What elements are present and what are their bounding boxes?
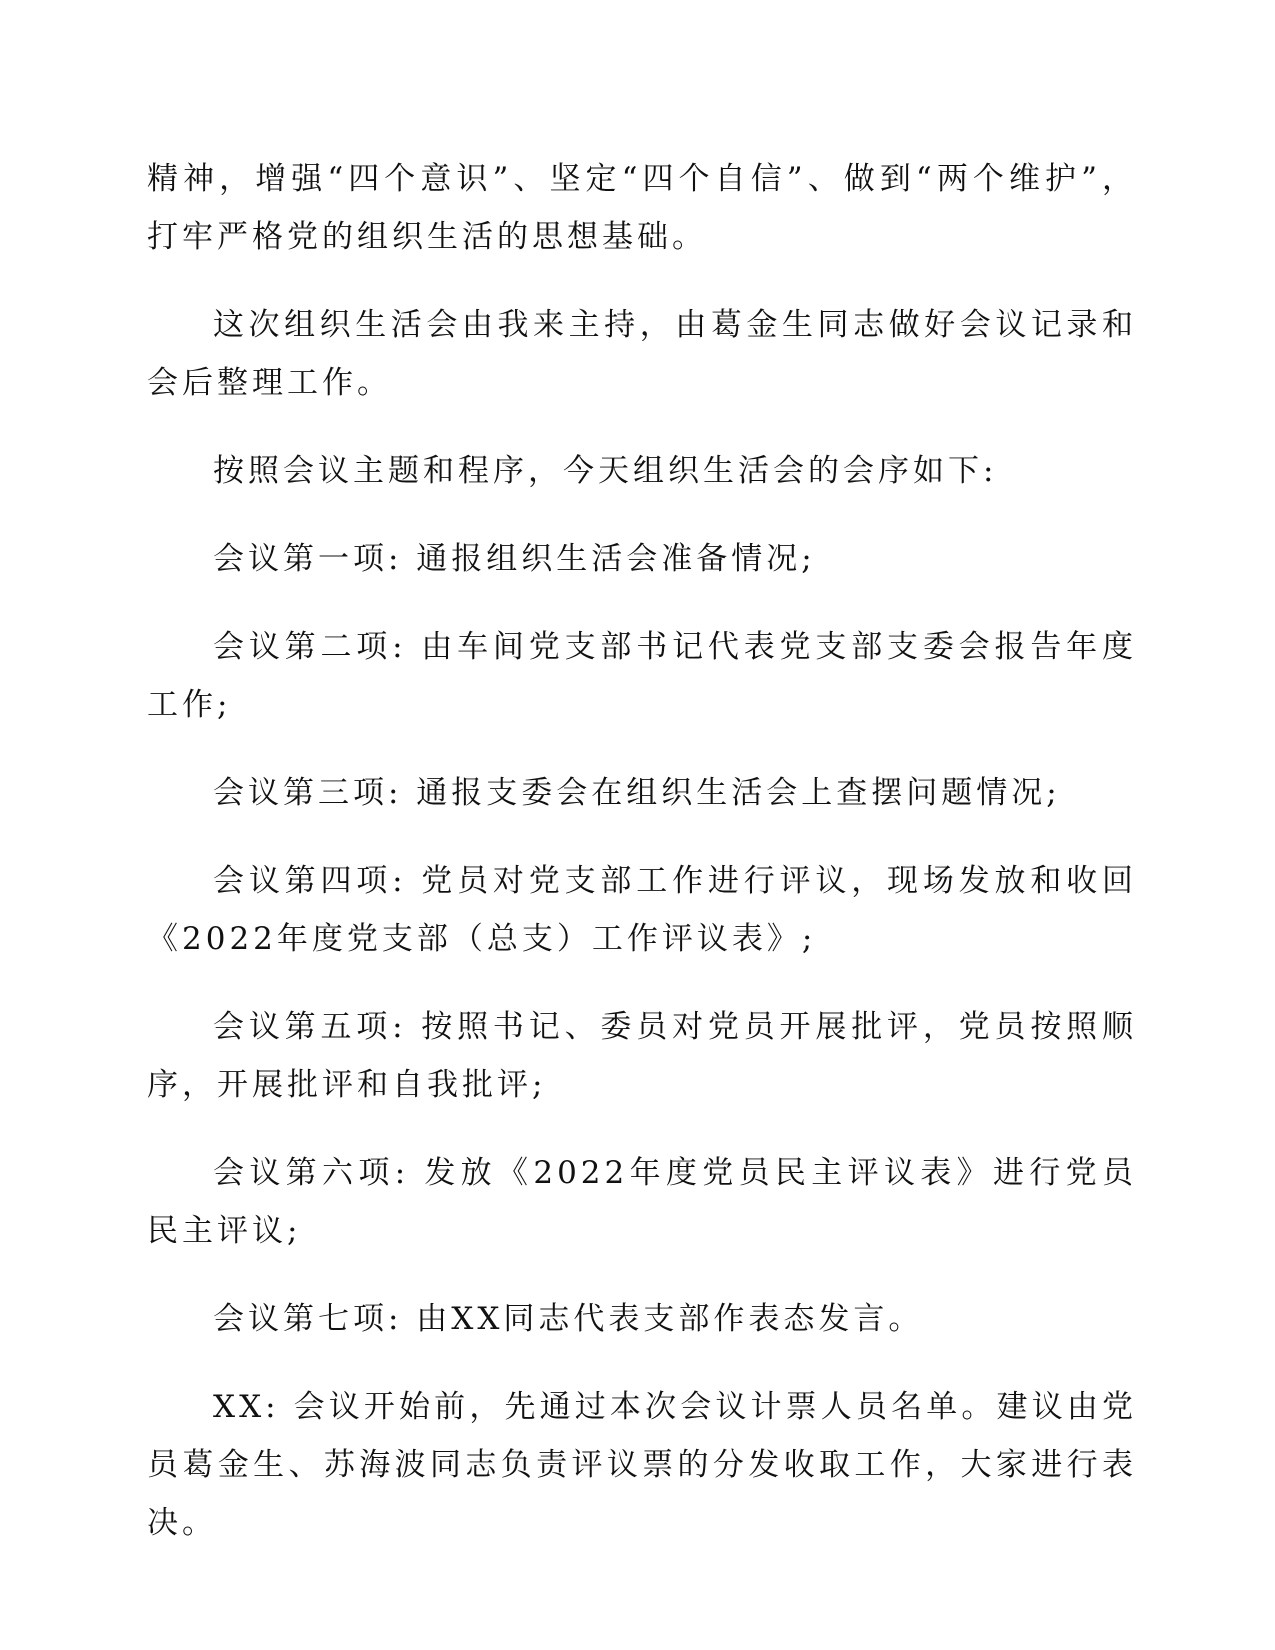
document-body [147,150,1137,1552]
paragraph-continuation: 精神，增强“四个意识”、坚定“四个自信”、做到“两个维护”，打牢严格党的组织生活的思想基础。 [147,161,1137,255]
agenda-item-7: 会议第七项: 由XX同志代表支部作表态发言。 [213,1301,924,1337]
paragraph-agenda-intro: 按照会议主题和程序，今天组织生活会的会序如下: [213,453,998,489]
agenda-item-5: 会议第五项: 按照书记、委员对党员开展批评，党员按照顺序，开展批评和自我批评; [147,1009,1137,1103]
agenda-item-2: 会议第二项: 由车间党支部书记代表党支部支委会报告年度工作; [147,629,1137,723]
agenda-item-1: 会议第一项: 通报组织生活会准备情况; [213,541,816,577]
paragraph-vote-counters: XX: 会议开始前，先通过本次会议计票人员名单。建议由党员葛金生、苏海波同志负责评议票的分发收取工作，大家进行表决。 [147,1389,1137,1541]
agenda-item-3: 会议第三项: 通报支委会在组织生活会上查摆问题情况; [213,775,1061,811]
agenda-item-4: 会议第四项: 党员对党支部工作进行评议，现场发放和收回《2022年度党支部（总支）工作评议表》; [147,863,1137,957]
agenda-item-6: 会议第六项: 发放《2022年度党员民主评议表》进行党员民主评议; [147,1155,1137,1249]
paragraph-host-intro: 这次组织生活会由我来主持，由葛金生同志做好会议记录和会后整理工作。 [147,307,1137,401]
